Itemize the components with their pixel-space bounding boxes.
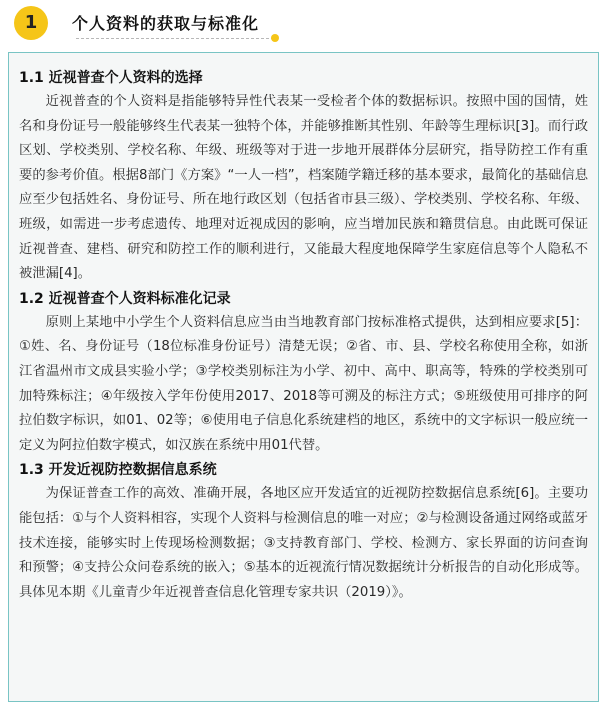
subsection-paragraph-1-3: 为保证普查工作的高效、准确开展，各地区应开发适宜的近视防控数据信息系统[6]。主要功能包括：①与个人资料相容，实现个人资料与检测信息的唯一对应；②与检测设备通过网络或蓝牙技术连接，能够实时上传现场检测数据；③支持教育部门、学校、检测方、家长界面的访问查询和预警；④支持公众问卷系统的嵌入；⑤基本的近视流行情况数据统计分析报告的自动化形成等。具体见本期《儿童青少年近视普查信息化管理专家共识（2019）》。 [19,486,589,600]
subsection-paragraph-1-1: 近视普查的个人资料是指能够特异性代表某一受检者个体的数据标识。按照中国的国情，姓名和身份证号一般能够终生代表某一独特个体，并能够推断其性别、年龄等生理标识[3]。而行政区划、学校类别、学校名称、年级、班级等对于进一步地开展群体分层研究，指导防控工作有重要的参考价值。根据8部门《方案》“一人一档”，档案随学籍迁移的基本要求，最简化的基础信息应至少包括姓名、身份证号、所在地行政区划（包括省市县三级）、学校类别、学校名称、年级、班级，如需进一步考虑遗传、地理对近视成因的影响，应当增加民族和籍贯信息。由此既可保证近视普查、建档、研究和防控工作的顺利进行，又能最大程度地保障学生家庭信息等个人隐私不被泄漏[4]。 [19,94,588,282]
subsection-paragraph-1-2: 原则上某地中小学生个人资料信息应当由当地教育部门按标准格式提供，达到相应要求[5]：①姓、名、身份证号（18位标准身份证号）清楚无误；②省、市、县、学校名称使用全称，如浙江省温州市文成县实验小学；③学校类别标注为小学、初中、高中、职高等，特殊的学校类别可加特殊标注；④年级按入学年份使用2017、2018等可溯及的标注方式；⑤班级使用可排序的阿拉伯数字标识，如01、02等；⑥使用电子信息化系统建档的地区，系统中的文字标识一般应统一定义为阿拉伯数字模式，如汉族在系统中用01代替。 [19,314,588,453]
section-header [14,6,294,40]
title-underline-divider [76,38,274,39]
section-title: 个人资料的获取与标准化 [72,14,260,33]
content-panel [8,52,599,702]
title-dot-icon [271,34,279,42]
subsection-heading-1-3: 1.3 开发近视防控数据信息系统 [19,462,217,479]
subsection-heading-1-1: 1.1 近视普查个人资料的选择 [19,70,203,86]
section-number-badge: 1 [14,6,48,40]
subsection-heading-1-2: 1.2 近视普查个人资料标准化记录 [19,290,231,307]
